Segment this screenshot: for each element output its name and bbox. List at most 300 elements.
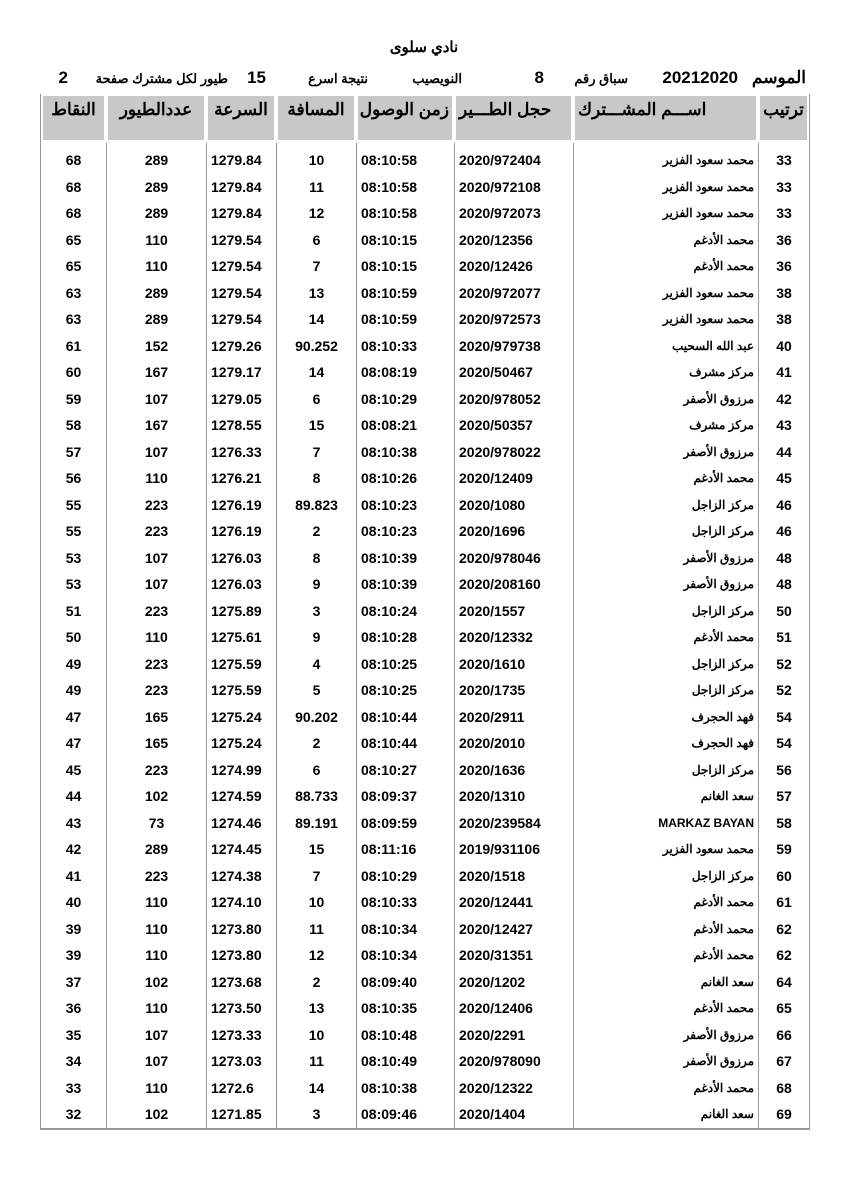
- birds-label: طيور لكل مشترك صفحة: [95, 71, 228, 86]
- arrival-time-cell: 08:10:44: [356, 704, 454, 731]
- table-body: [41, 143, 809, 1128]
- col-speed: السرعة: [206, 94, 276, 143]
- points-cell: 53: [65, 576, 82, 593]
- participant-cell: عبد الله السحيب: [573, 333, 758, 360]
- points-cell: 50: [65, 629, 82, 646]
- ring-cell: 2020/978046: [454, 545, 573, 572]
- speed-cell: 1276.03: [206, 545, 276, 572]
- arrival-time-cell: 08:10:33: [356, 889, 454, 916]
- table-row: [41, 333, 809, 360]
- bird-count-cell: 223: [106, 598, 206, 625]
- participant-cell: مرزوق الأصفر: [573, 386, 758, 413]
- speed-cell: 1276.19: [206, 492, 276, 519]
- bird-count-cell: 107: [106, 1022, 206, 1049]
- points-cell: 33: [65, 1079, 82, 1096]
- arrival-time-cell: 08:10:15: [356, 227, 454, 254]
- rank-cell: 38: [758, 280, 809, 307]
- arrival-time-cell: 08:10:29: [356, 386, 454, 413]
- distance-cell: 15: [276, 412, 356, 439]
- rank-cell: 40: [758, 333, 809, 360]
- race-location: النويصيب: [412, 71, 462, 86]
- table-row: [41, 174, 809, 201]
- participant-cell: فهد الحجرف: [573, 730, 758, 757]
- participant-cell: محمد الأدغم: [573, 942, 758, 969]
- points-cell: 43: [65, 814, 82, 831]
- rank-cell: 64: [758, 969, 809, 996]
- distance-cell: 11: [276, 1048, 356, 1075]
- points-cell: 55: [65, 523, 82, 540]
- arrival-time-cell: 08:10:23: [356, 492, 454, 519]
- speed-cell: 1279.54: [206, 306, 276, 333]
- bird-count-cell: 289: [106, 143, 206, 174]
- points-cell: 44: [65, 788, 82, 805]
- participant-cell: محمد الأدغم: [573, 624, 758, 651]
- table-row: [41, 889, 809, 916]
- arrival-time-cell: 08:10:27: [356, 757, 454, 784]
- distance-cell: 3: [276, 598, 356, 625]
- ring-cell: 2020/979738: [454, 333, 573, 360]
- table-row: [41, 969, 809, 996]
- points-cell: 42: [65, 841, 82, 858]
- table-row: [41, 942, 809, 969]
- points-cell: 58: [65, 417, 82, 434]
- results-table: [40, 94, 810, 1130]
- speed-cell: 1273.80: [206, 942, 276, 969]
- participant-cell: محمد سعود الفزير: [573, 836, 758, 863]
- rank-cell: 45: [758, 465, 809, 492]
- rank-cell: 58: [758, 810, 809, 837]
- distance-cell: 6: [276, 227, 356, 254]
- col-participant: اســـم المشـــترك: [573, 94, 758, 143]
- arrival-time-cell: 08:09:37: [356, 783, 454, 810]
- ring-cell: 2020/208160: [454, 571, 573, 598]
- table-row: [41, 306, 809, 333]
- rank-cell: 54: [758, 704, 809, 731]
- table-row: [41, 995, 809, 1022]
- rank-cell: 56: [758, 757, 809, 784]
- arrival-time-cell: 08:10:25: [356, 677, 454, 704]
- col-ring: حجل الطـــير: [454, 94, 573, 143]
- bird-count-cell: 167: [106, 359, 206, 386]
- table-row: [41, 704, 809, 731]
- arrival-time-cell: 08:10:26: [356, 465, 454, 492]
- distance-cell: 88.733: [276, 783, 356, 810]
- bird-count-cell: 223: [106, 651, 206, 678]
- bird-count-cell: 110: [106, 889, 206, 916]
- ring-cell: 2020/12356: [454, 227, 573, 254]
- speed-cell: 1274.10: [206, 889, 276, 916]
- ring-cell: 2020/972108: [454, 174, 573, 201]
- participant-cell: محمد سعود الفزير: [573, 174, 758, 201]
- rank-cell: 68: [758, 1075, 809, 1102]
- bird-count-cell: 223: [106, 757, 206, 784]
- points-cell: 55: [65, 496, 82, 513]
- arrival-time-cell: 08:08:21: [356, 412, 454, 439]
- arrival-time-cell: 08:10:25: [356, 651, 454, 678]
- speed-cell: 1278.55: [206, 412, 276, 439]
- rank-cell: 33: [758, 174, 809, 201]
- speed-cell: 1273.33: [206, 1022, 276, 1049]
- ring-cell: 2020/1404: [454, 1101, 573, 1128]
- rank-cell: 60: [758, 863, 809, 890]
- bird-count-cell: 107: [106, 386, 206, 413]
- table-row: [41, 386, 809, 413]
- bird-count-cell: 165: [106, 704, 206, 731]
- arrival-time-cell: 08:10:34: [356, 916, 454, 943]
- season-value: 20212020: [662, 68, 738, 87]
- participant-cell: سعد الغانم: [573, 1101, 758, 1128]
- points-cell: 39: [65, 920, 82, 937]
- distance-cell: 12: [276, 942, 356, 969]
- rank-cell: 43: [758, 412, 809, 439]
- participant-cell: محمد الأدغم: [573, 253, 758, 280]
- bird-count-cell: 223: [106, 863, 206, 890]
- participant-cell: مركز الزاجل: [573, 518, 758, 545]
- participant-cell: مرزوق الأصفر: [573, 439, 758, 466]
- distance-cell: 9: [276, 571, 356, 598]
- arrival-time-cell: 08:08:19: [356, 359, 454, 386]
- bird-count-cell: 107: [106, 1048, 206, 1075]
- distance-cell: 8: [276, 545, 356, 572]
- ring-cell: 2020/239584: [454, 810, 573, 837]
- ring-cell: 2020/31351: [454, 942, 573, 969]
- table-row: [41, 200, 809, 227]
- points-cell: 40: [65, 894, 82, 911]
- arrival-time-cell: 08:10:23: [356, 518, 454, 545]
- bird-count-cell: 107: [106, 571, 206, 598]
- race-label: سباق رقم: [574, 71, 628, 86]
- participant-cell: مركز الزاجل: [573, 492, 758, 519]
- table-row: [41, 757, 809, 784]
- distance-cell: 90.202: [276, 704, 356, 731]
- distance-cell: 3: [276, 1101, 356, 1128]
- points-cell: 51: [65, 602, 82, 619]
- race-number: 8: [534, 68, 544, 87]
- speed-cell: 1273.03: [206, 1048, 276, 1075]
- points-cell: 68: [65, 152, 82, 169]
- speed-cell: 1275.24: [206, 730, 276, 757]
- points-cell: 49: [65, 682, 82, 699]
- ring-cell: 2020/972073: [454, 200, 573, 227]
- speed-cell: 1273.68: [206, 969, 276, 996]
- points-cell: 37: [65, 973, 82, 990]
- rank-cell: 59: [758, 836, 809, 863]
- distance-cell: 90.252: [276, 333, 356, 360]
- distance-cell: 2: [276, 518, 356, 545]
- arrival-time-cell: 08:10:29: [356, 863, 454, 890]
- speed-cell: 1279.54: [206, 280, 276, 307]
- speed-cell: 1274.45: [206, 836, 276, 863]
- arrival-time-cell: 08:10:15: [356, 253, 454, 280]
- ring-cell: 2020/1610: [454, 651, 573, 678]
- arrival-time-cell: 08:10:38: [356, 1075, 454, 1102]
- table-row: [41, 836, 809, 863]
- points-cell: 63: [65, 311, 82, 328]
- arrival-time-cell: 08:09:59: [356, 810, 454, 837]
- speed-cell: 1275.59: [206, 677, 276, 704]
- ring-cell: 2020/12426: [454, 253, 573, 280]
- bird-count-cell: 289: [106, 306, 206, 333]
- ring-cell: 2020/1080: [454, 492, 573, 519]
- speed-cell: 1273.50: [206, 995, 276, 1022]
- bird-count-cell: 289: [106, 280, 206, 307]
- arrival-time-cell: 08:10:59: [356, 306, 454, 333]
- arrival-time-cell: 08:10:48: [356, 1022, 454, 1049]
- participant-cell: MARKAZ BAYAN: [573, 810, 758, 837]
- table-row: [41, 677, 809, 704]
- ring-cell: 2020/972404: [454, 143, 573, 174]
- participant-cell: محمد الأدغم: [573, 889, 758, 916]
- speed-cell: 1275.89: [206, 598, 276, 625]
- rank-cell: 67: [758, 1048, 809, 1075]
- rank-cell: 36: [758, 253, 809, 280]
- speed-cell: 1279.05: [206, 386, 276, 413]
- points-cell: 36: [65, 1000, 82, 1017]
- rank-cell: 62: [758, 942, 809, 969]
- ring-cell: 2020/12406: [454, 995, 573, 1022]
- speed-cell: 1279.84: [206, 143, 276, 174]
- speed-cell: 1276.19: [206, 518, 276, 545]
- speed-cell: 1279.54: [206, 227, 276, 254]
- distance-cell: 10: [276, 1022, 356, 1049]
- arrival-time-cell: 08:10:58: [356, 174, 454, 201]
- bird-count-cell: 107: [106, 439, 206, 466]
- bird-count-cell: 165: [106, 730, 206, 757]
- speed-cell: 1275.59: [206, 651, 276, 678]
- table-row: [41, 253, 809, 280]
- speed-cell: 1279.26: [206, 333, 276, 360]
- rank-cell: 69: [758, 1101, 809, 1128]
- rank-cell: 61: [758, 889, 809, 916]
- participant-cell: مركز الزاجل: [573, 677, 758, 704]
- table-row: [41, 359, 809, 386]
- bird-count-cell: 102: [106, 783, 206, 810]
- points-cell: 68: [65, 205, 82, 222]
- table-row: [41, 730, 809, 757]
- arrival-time-cell: 08:10:59: [356, 280, 454, 307]
- table-row: [41, 280, 809, 307]
- ring-cell: 2020/12332: [454, 624, 573, 651]
- rank-cell: 48: [758, 545, 809, 572]
- distance-cell: 10: [276, 889, 356, 916]
- table-row: [41, 916, 809, 943]
- participant-cell: محمد الأدغم: [573, 995, 758, 1022]
- rank-cell: 36: [758, 227, 809, 254]
- ring-cell: 2020/1557: [454, 598, 573, 625]
- points-cell: 39: [65, 947, 82, 964]
- ring-cell: 2020/12427: [454, 916, 573, 943]
- ring-cell: 2020/50357: [454, 412, 573, 439]
- table-row: [41, 571, 809, 598]
- arrival-time-cell: 08:10:34: [356, 942, 454, 969]
- ring-cell: 2019/931106: [454, 836, 573, 863]
- table-row: [41, 598, 809, 625]
- speed-cell: 1274.59: [206, 783, 276, 810]
- ring-cell: 2020/12322: [454, 1075, 573, 1102]
- col-arrival-time: زمن الوصول: [356, 94, 454, 143]
- distance-cell: 4: [276, 651, 356, 678]
- distance-cell: 14: [276, 1075, 356, 1102]
- col-distance: المسافة: [276, 94, 356, 143]
- distance-cell: 14: [276, 306, 356, 333]
- speed-cell: 1279.84: [206, 200, 276, 227]
- arrival-time-cell: 08:11:16: [356, 836, 454, 863]
- participant-cell: سعد الغانم: [573, 969, 758, 996]
- table-row: [41, 545, 809, 572]
- table-row: [41, 863, 809, 890]
- points-cell: 47: [65, 735, 82, 752]
- distance-cell: 15: [276, 836, 356, 863]
- participant-cell: محمد سعود الفزير: [573, 306, 758, 333]
- bird-count-cell: 110: [106, 227, 206, 254]
- points-cell: 35: [65, 1026, 82, 1043]
- bird-count-cell: 289: [106, 836, 206, 863]
- arrival-time-cell: 08:10:58: [356, 143, 454, 174]
- ring-cell: 2020/978052: [454, 386, 573, 413]
- speed-cell: 1274.99: [206, 757, 276, 784]
- speed-cell: 1276.03: [206, 571, 276, 598]
- points-cell: 65: [65, 231, 82, 248]
- ring-cell: 2020/2911: [454, 704, 573, 731]
- bird-count-cell: 102: [106, 969, 206, 996]
- ring-cell: 2020/1310: [454, 783, 573, 810]
- ring-cell: 2020/2291: [454, 1022, 573, 1049]
- arrival-time-cell: 08:10:58: [356, 200, 454, 227]
- participant-cell: مركز الزاجل: [573, 757, 758, 784]
- distance-cell: 5: [276, 677, 356, 704]
- participant-cell: محمد الأدغم: [573, 916, 758, 943]
- col-points: النقاط: [41, 94, 106, 143]
- participant-cell: سعد الغانم: [573, 783, 758, 810]
- points-cell: 61: [65, 337, 82, 354]
- rank-cell: 46: [758, 518, 809, 545]
- speed-cell: 1279.17: [206, 359, 276, 386]
- bird-count-cell: 110: [106, 624, 206, 651]
- table-row: [41, 492, 809, 519]
- points-cell: 63: [65, 284, 82, 301]
- participant-cell: محمد الأدغم: [573, 1075, 758, 1102]
- participant-cell: مركز مشرف: [573, 359, 758, 386]
- rank-cell: 33: [758, 143, 809, 174]
- speed-cell: 1273.80: [206, 916, 276, 943]
- rank-cell: 41: [758, 359, 809, 386]
- rank-cell: 52: [758, 651, 809, 678]
- points-cell: 59: [65, 390, 82, 407]
- points-cell: 41: [65, 867, 82, 884]
- table-row: [41, 651, 809, 678]
- bird-count-cell: 110: [106, 916, 206, 943]
- rank-cell: 38: [758, 306, 809, 333]
- rank-cell: 50: [758, 598, 809, 625]
- table-row: [41, 518, 809, 545]
- ring-cell: 2020/12409: [454, 465, 573, 492]
- bird-count-cell: 152: [106, 333, 206, 360]
- speed-cell: 1272.6: [206, 1075, 276, 1102]
- speed-cell: 1276.33: [206, 439, 276, 466]
- distance-cell: 10: [276, 143, 356, 174]
- arrival-time-cell: 08:10:33: [356, 333, 454, 360]
- ring-cell: 2020/1202: [454, 969, 573, 996]
- arrival-time-cell: 08:10:38: [356, 439, 454, 466]
- ring-cell: 2020/1696: [454, 518, 573, 545]
- distance-cell: 89.191: [276, 810, 356, 837]
- bird-count-cell: 223: [106, 677, 206, 704]
- rank-cell: 52: [758, 677, 809, 704]
- ring-cell: 2020/1518: [454, 863, 573, 890]
- distance-cell: 7: [276, 439, 356, 466]
- table-row: [41, 143, 809, 174]
- table-row: [41, 1048, 809, 1075]
- table-row: [41, 465, 809, 492]
- participant-cell: مركز الزاجل: [573, 598, 758, 625]
- ring-cell: 2020/978022: [454, 439, 573, 466]
- distance-cell: 12: [276, 200, 356, 227]
- speed-cell: 1274.46: [206, 810, 276, 837]
- bird-count-cell: 110: [106, 995, 206, 1022]
- col-rank: ترتيب: [758, 94, 809, 143]
- points-cell: 32: [65, 1106, 82, 1123]
- arrival-time-cell: 08:09:46: [356, 1101, 454, 1128]
- bird-count-cell: 289: [106, 200, 206, 227]
- table-row: [41, 439, 809, 466]
- rank-cell: 62: [758, 916, 809, 943]
- points-cell: 49: [65, 655, 82, 672]
- rank-cell: 42: [758, 386, 809, 413]
- bird-count-cell: 107: [106, 545, 206, 572]
- birds-per-member: 15: [247, 68, 266, 87]
- ring-cell: 2020/2010: [454, 730, 573, 757]
- speed-cell: 1274.38: [206, 863, 276, 890]
- distance-cell: 9: [276, 624, 356, 651]
- bird-count-cell: 102: [106, 1101, 206, 1128]
- table-header-row: [41, 94, 809, 143]
- distance-cell: 14: [276, 359, 356, 386]
- distance-cell: 6: [276, 386, 356, 413]
- distance-cell: 8: [276, 465, 356, 492]
- speed-cell: 1279.84: [206, 174, 276, 201]
- points-cell: 45: [65, 761, 82, 778]
- ring-cell: 2020/12441: [454, 889, 573, 916]
- table-row: [41, 227, 809, 254]
- bird-count-cell: 223: [106, 492, 206, 519]
- points-cell: 53: [65, 549, 82, 566]
- participant-cell: فهد الحجرف: [573, 704, 758, 731]
- bird-count-cell: 110: [106, 1075, 206, 1102]
- col-bird-count: عددالطيور: [106, 94, 206, 143]
- arrival-time-cell: 08:10:24: [356, 598, 454, 625]
- rank-cell: 66: [758, 1022, 809, 1049]
- rank-cell: 33: [758, 200, 809, 227]
- bird-count-cell: 73: [106, 810, 206, 837]
- rank-cell: 65: [758, 995, 809, 1022]
- participant-cell: مرزوق الأصفر: [573, 545, 758, 572]
- participant-cell: محمد سعود الفزير: [573, 143, 758, 174]
- participant-cell: محمد سعود الفزير: [573, 200, 758, 227]
- table-row: [41, 1022, 809, 1049]
- season-label: الموسم: [751, 68, 806, 87]
- rank-cell: 44: [758, 439, 809, 466]
- points-cell: 57: [65, 443, 82, 460]
- points-cell: 47: [65, 708, 82, 725]
- speed-cell: 1275.24: [206, 704, 276, 731]
- ring-cell: 2020/1735: [454, 677, 573, 704]
- table-row: [41, 624, 809, 651]
- arrival-time-cell: 08:10:35: [356, 995, 454, 1022]
- distance-cell: 11: [276, 174, 356, 201]
- participant-cell: محمد الأدغم: [573, 227, 758, 254]
- distance-cell: 6: [276, 757, 356, 784]
- rank-cell: 51: [758, 624, 809, 651]
